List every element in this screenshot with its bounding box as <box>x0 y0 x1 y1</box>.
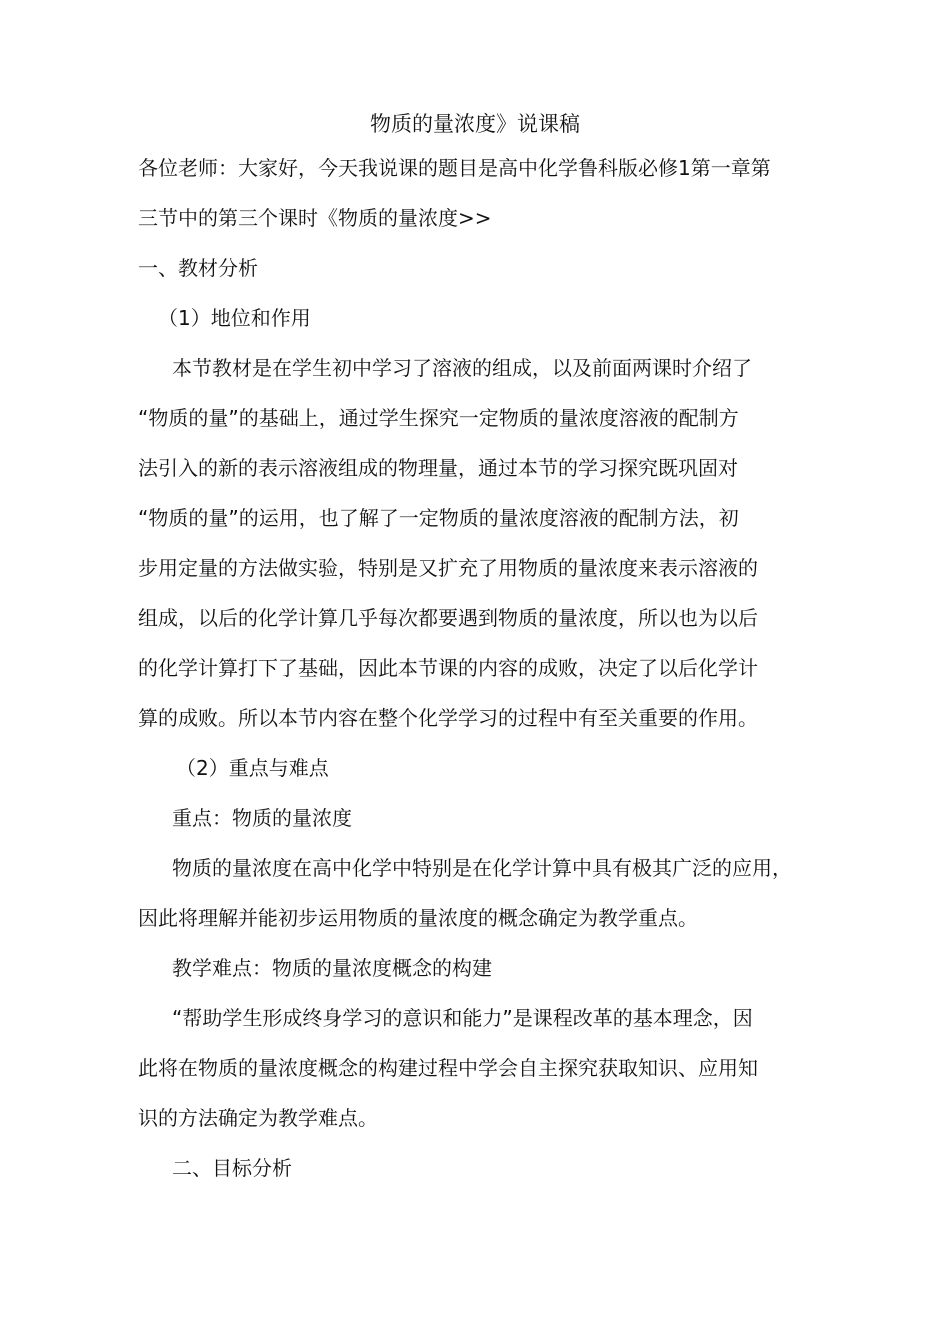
paragraph-line: “物质的量”的运用，也了解了一定物质的量浓度溶液的配制方法，初 <box>138 506 739 530</box>
paragraph-line: 物质的量浓度在高中化学中特别是在化学计算中具有极其广泛的应用， <box>172 856 792 880</box>
paragraph-line: 的化学计算打下了基础，因此本节课的内容的成败，决定了以后化学计 <box>138 656 758 680</box>
paragraph-line: 本节教材是在学生初中学习了溶液的组成，以及前面两课时介绍了 <box>172 356 752 380</box>
intro-line-2: 三节中的第三个课时《物质的量浓度>> <box>138 206 492 230</box>
subsection-heading-1: （1）地位和作用 <box>158 306 311 330</box>
subsection-heading-2: （2）重点与难点 <box>176 756 329 780</box>
section-heading-2: 二、目标分析 <box>172 1156 292 1180</box>
paragraph-line: 组成，以后的化学计算几乎每次都要遇到物质的量浓度，所以也为以后 <box>138 606 758 630</box>
paragraph-line: 算的成败。所以本节内容在整个化学学习的过程中有至关重要的作用。 <box>138 706 758 730</box>
section-heading-1: 一、教材分析 <box>138 256 258 280</box>
paragraph-line: “物质的量”的基础上，通过学生探究一定物质的量浓度溶液的配制方 <box>138 406 739 430</box>
document-title: 物质的量浓度》说课稿 <box>370 112 580 136</box>
paragraph-line: 因此将理解并能初步运用物质的量浓度的概念确定为教学重点。 <box>138 906 698 930</box>
intro-line-1: 各位老师：大家好，今天我说课的题目是高中化学鲁科版必修1第一章第 <box>138 156 771 180</box>
key-point-line: 重点：物质的量浓度 <box>172 806 352 830</box>
paragraph-line: 步用定量的方法做实验，特别是又扩充了用物质的量浓度来表示溶液的 <box>138 556 758 580</box>
difficulty-line: 教学难点：物质的量浓度概念的构建 <box>172 956 492 980</box>
paragraph-line: 识的方法确定为教学难点。 <box>138 1106 378 1130</box>
paragraph-line: 法引入的新的表示溶液组成的物理量，通过本节的学习探究既巩固对 <box>138 456 738 480</box>
paragraph-line: 此将在物质的量浓度概念的构建过程中学会自主探究获取知识、应用知 <box>138 1056 758 1080</box>
paragraph-line: “帮助学生形成终身学习的意识和能力”是课程改革的基本理念，因 <box>172 1006 753 1030</box>
